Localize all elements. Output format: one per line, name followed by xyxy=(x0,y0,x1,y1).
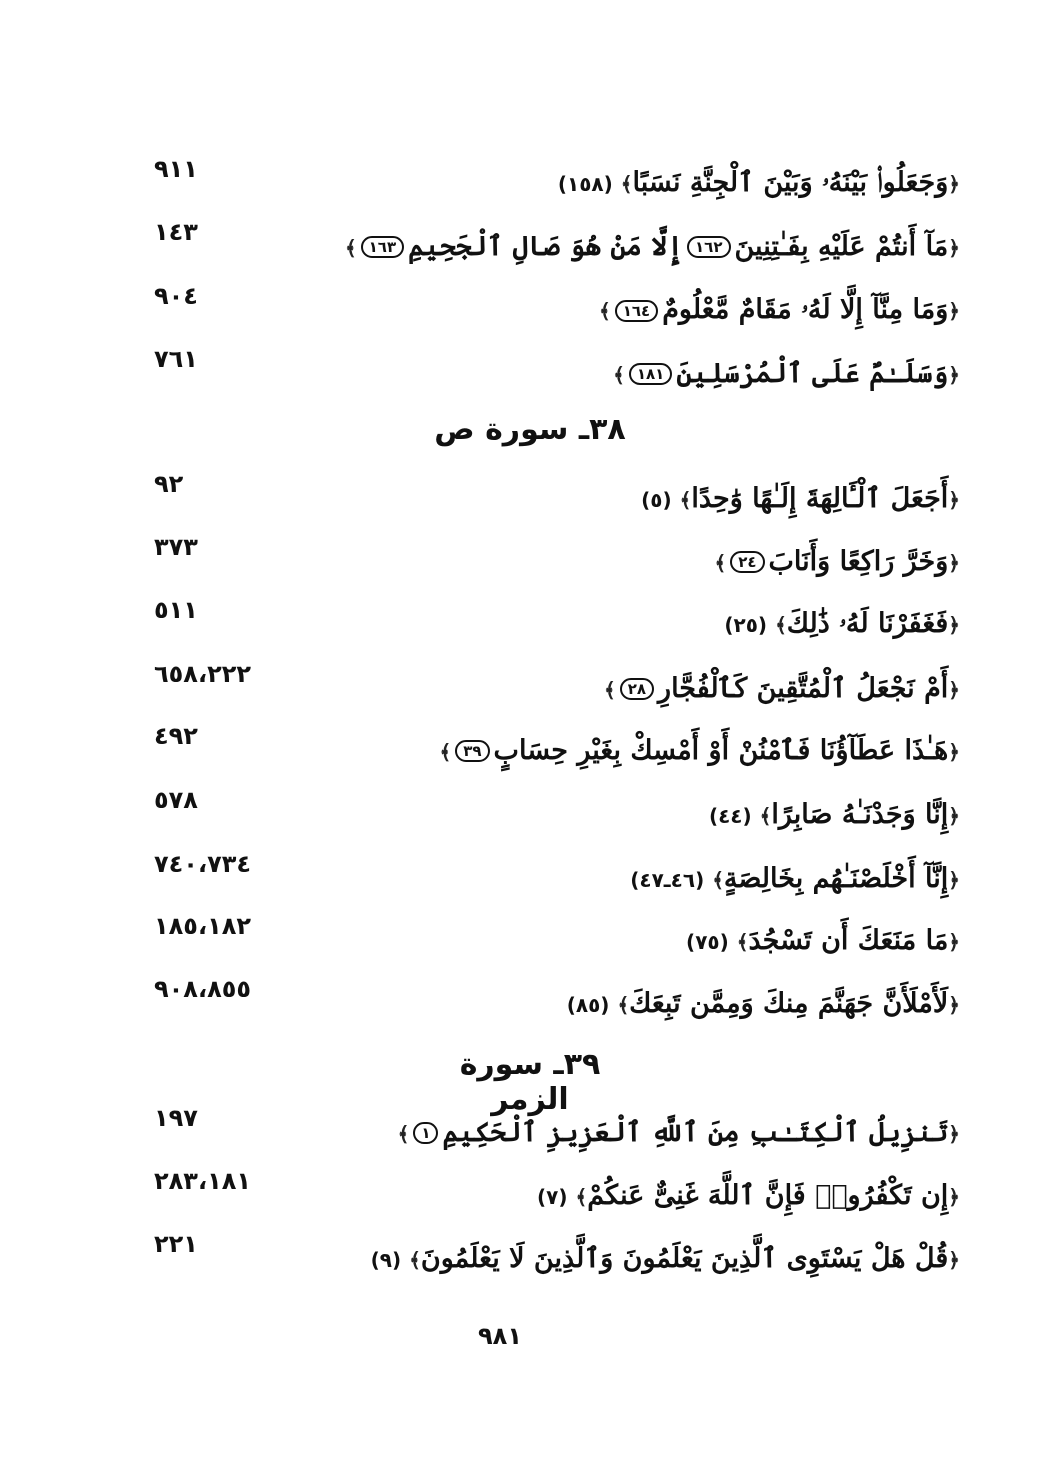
page-number: ٩٨١ xyxy=(478,1322,522,1350)
ornate-bracket-open-icon: ﴿ xyxy=(948,739,960,764)
ayah-number-medallion: ٢٤ xyxy=(730,551,764,573)
verse-number: (٢٥) xyxy=(724,613,768,637)
ornate-bracket-close-icon: ﴾ xyxy=(613,362,625,387)
ornate-bracket-open-icon: ﴿ xyxy=(948,613,960,637)
page-references: ٢٢١ xyxy=(154,1230,198,1258)
ornate-bracket-close-icon: ﴾ xyxy=(620,172,633,196)
verse-number: (٤٦ـ٤٧) xyxy=(630,867,705,892)
index-entry xyxy=(130,345,960,401)
verse-number: (٩) xyxy=(370,1247,402,1272)
verse-quote xyxy=(304,608,960,640)
ayah-number-medallion: ١٦٢ xyxy=(687,236,730,258)
verse-quote xyxy=(304,546,960,577)
verse-text: إِن تَكْفُرُوا۟ فَإِنَّ ٱللَّهَ غَنِىٌّ عَنكُمْ xyxy=(587,1179,949,1211)
page-references: ٤٩٢ xyxy=(154,722,198,750)
verse-text: مَا مَنَعَكَ أَن تَسْجُدَ xyxy=(748,924,949,956)
ornate-bracket-open-icon: ﴿ xyxy=(948,362,960,387)
verse-quote xyxy=(304,735,960,766)
index-entry xyxy=(130,912,960,968)
ornate-bracket-open-icon: ﴿ xyxy=(948,1121,960,1146)
ornate-bracket-open-icon: ﴿ xyxy=(948,550,960,575)
ornate-bracket-open-icon: ﴿ xyxy=(948,677,960,702)
index-entry xyxy=(130,850,960,906)
page-references: ٩٠٨،٨٥٥ xyxy=(154,975,252,1003)
verse-text: إِنَّا وَجَدْنَـٰهُ صَابِرًا xyxy=(771,798,949,830)
page-references: ٥١١ xyxy=(154,596,198,624)
index-entry xyxy=(130,1167,960,1223)
page-references: ١٩٧ xyxy=(154,1104,198,1132)
ornate-bracket-close-icon: ﴾ xyxy=(714,550,727,575)
verse-text: هَـٰذَا عَطَآؤُنَا فَٱمْنُنْ أَوْ أَمْسِكْ بِغَيْرِ حِسَابٍ xyxy=(493,734,949,766)
index-entry xyxy=(130,1230,960,1286)
verse-quote xyxy=(304,1117,960,1148)
verse-quote xyxy=(304,799,960,830)
index-entry xyxy=(130,1104,960,1160)
index-entry xyxy=(130,596,960,652)
verse-text-continued: إِلَّا مَنْ هُوَ صَالِ ٱلْجَحِيمِ xyxy=(408,230,684,262)
verse-quote xyxy=(304,358,960,389)
ornate-bracket-close-icon: ﴾ xyxy=(599,299,611,323)
page-references: ٩٢ xyxy=(154,470,184,498)
page-references: ٧٦١ xyxy=(154,345,198,373)
index-entry xyxy=(130,722,960,778)
ornate-bracket-close-icon: ﴾ xyxy=(617,992,630,1017)
ayah-number-medallion: ١٦٣ xyxy=(361,236,404,258)
verse-quote xyxy=(304,167,960,199)
page-references: ٣٧٣ xyxy=(154,533,198,561)
page-references: ٢٨٣،١٨١ xyxy=(154,1167,252,1195)
index-entry xyxy=(130,470,960,526)
index-entry xyxy=(130,786,960,842)
ornate-bracket-close-icon: ﴾ xyxy=(439,739,452,764)
ornate-bracket-close-icon: ﴾ xyxy=(679,487,692,512)
verse-quote xyxy=(304,673,960,704)
ornate-bracket-open-icon: ﴿ xyxy=(948,867,960,892)
verse-text: وَسَلَـٰمٌ عَلَى ٱلْمُرْسَلِينَ xyxy=(676,357,949,389)
index-entry xyxy=(130,975,960,1031)
verse-number: (٧٥) xyxy=(686,929,729,954)
verse-text: إِنَّآ أَخْلَصْنَـٰهُم بِخَالِصَةٍ xyxy=(723,862,949,894)
ornate-bracket-open-icon: ﴿ xyxy=(948,235,960,260)
page-references: ٦٥٨،٢٢٢ xyxy=(154,660,252,688)
verse-quote xyxy=(304,925,960,956)
verse-number: (١٥٨) xyxy=(557,172,613,196)
ayah-number-medallion: ٢٨ xyxy=(620,678,654,700)
ayah-number-medallion: ١ xyxy=(413,1122,438,1144)
ornate-bracket-open-icon: ﴿ xyxy=(948,299,960,323)
verse-text: وَخَرَّ رَاكِعًا وَأَنَابَ xyxy=(768,545,949,577)
verse-number: (٤٤) xyxy=(708,803,752,828)
verse-quote xyxy=(304,231,960,262)
ornate-bracket-open-icon: ﴿ xyxy=(948,1184,960,1209)
ornate-bracket-close-icon: ﴾ xyxy=(344,235,357,260)
ornate-bracket-open-icon: ﴿ xyxy=(948,929,960,954)
verse-text: تَنزِيلُ ٱلْكِتَـٰبِ مِنَ ٱللَّهِ ٱلْعَزِيزِ ٱلْحَكِيمِ xyxy=(442,1116,949,1148)
ornate-bracket-open-icon: ﴿ xyxy=(948,487,960,512)
verse-quote xyxy=(304,1180,960,1211)
ornate-bracket-open-icon: ﴿ xyxy=(948,803,960,828)
ornate-bracket-open-icon: ﴿ xyxy=(948,1247,960,1272)
page-references: ٩١١ xyxy=(154,155,198,183)
verse-quote xyxy=(304,863,960,894)
verse-text: وَمَا مِنَّآ إِلَّا لَهُۥ مَقَامٌ مَّعْلُومٌ xyxy=(662,294,949,325)
index-entry xyxy=(130,155,960,211)
verse-text: أَجَعَلَ ٱلْـَٔالِهَةَ إِلَـٰهًا وَٰحِدًا xyxy=(691,482,949,514)
ornate-bracket-close-icon: ﴾ xyxy=(397,1121,410,1146)
ayah-number-medallion: ١٨١ xyxy=(629,363,672,385)
verse-quote xyxy=(304,1243,960,1274)
verse-text: مَآ أَنتُمْ عَلَيْهِ بِفَـٰتِنِينَ xyxy=(734,230,949,262)
index-entry xyxy=(130,282,960,338)
verse-text: أَمْ نَجْعَلُ ٱلْمُتَّقِينَ كَٱلْفُجَّارِ xyxy=(658,672,949,704)
ornate-bracket-open-icon: ﴿ xyxy=(948,172,960,196)
ornate-bracket-close-icon: ﴾ xyxy=(409,1247,421,1272)
index-entry xyxy=(130,533,960,589)
verse-text: وَجَعَلُوا۟ بَيْنَهُۥ وَبَيْنَ ٱلْجِنَّةِ نَسَبًا xyxy=(632,167,949,198)
ayah-number-medallion: ٣٩ xyxy=(455,740,489,762)
surah-heading: ٣٩ـ سورة الزمر xyxy=(459,1047,601,1117)
verse-quote xyxy=(304,294,960,326)
ayah-number-medallion: ١٦٤ xyxy=(615,300,658,322)
verse-text: قُلْ هَلْ يَسْتَوِى ٱلَّذِينَ يَعْلَمُونَ وَٱلَّذِينَ لَا يَعْلَمُونَ xyxy=(420,1242,949,1274)
index-entry xyxy=(130,660,960,716)
surah-heading: ٣٨ـ سورة ص xyxy=(434,412,626,447)
page-references: ١٤٣ xyxy=(154,218,198,246)
page-references: ١٨٥،١٨٢ xyxy=(154,912,252,940)
verse-number: (٥) xyxy=(641,487,672,512)
ornate-bracket-close-icon: ﴾ xyxy=(712,867,724,892)
page-references: ٧٤٠،٧٣٤ xyxy=(154,850,252,878)
verse-number: (٨٥) xyxy=(566,992,610,1017)
ornate-bracket-close-icon: ﴾ xyxy=(575,1184,588,1209)
ornate-bracket-close-icon: ﴾ xyxy=(736,929,749,954)
verse-text: فَغَفَرْنَا لَهُۥ ذَٰلِكَ xyxy=(786,608,949,639)
ornate-bracket-close-icon: ﴾ xyxy=(775,613,787,637)
page-references: ٥٧٨ xyxy=(154,786,198,814)
verse-quote xyxy=(304,988,960,1019)
page-references: ٩٠٤ xyxy=(154,282,198,310)
verse-text: لَأَمْلَأَنَّ جَهَنَّمَ مِنكَ وَمِمَّن تَبِعَكَ xyxy=(629,987,949,1019)
index-entry xyxy=(130,218,960,274)
verse-number: (٧) xyxy=(536,1184,568,1209)
ornate-bracket-close-icon: ﴾ xyxy=(759,803,772,828)
ornate-bracket-close-icon: ﴾ xyxy=(604,677,616,702)
verse-quote xyxy=(304,483,960,514)
ornate-bracket-open-icon: ﴿ xyxy=(948,992,960,1017)
